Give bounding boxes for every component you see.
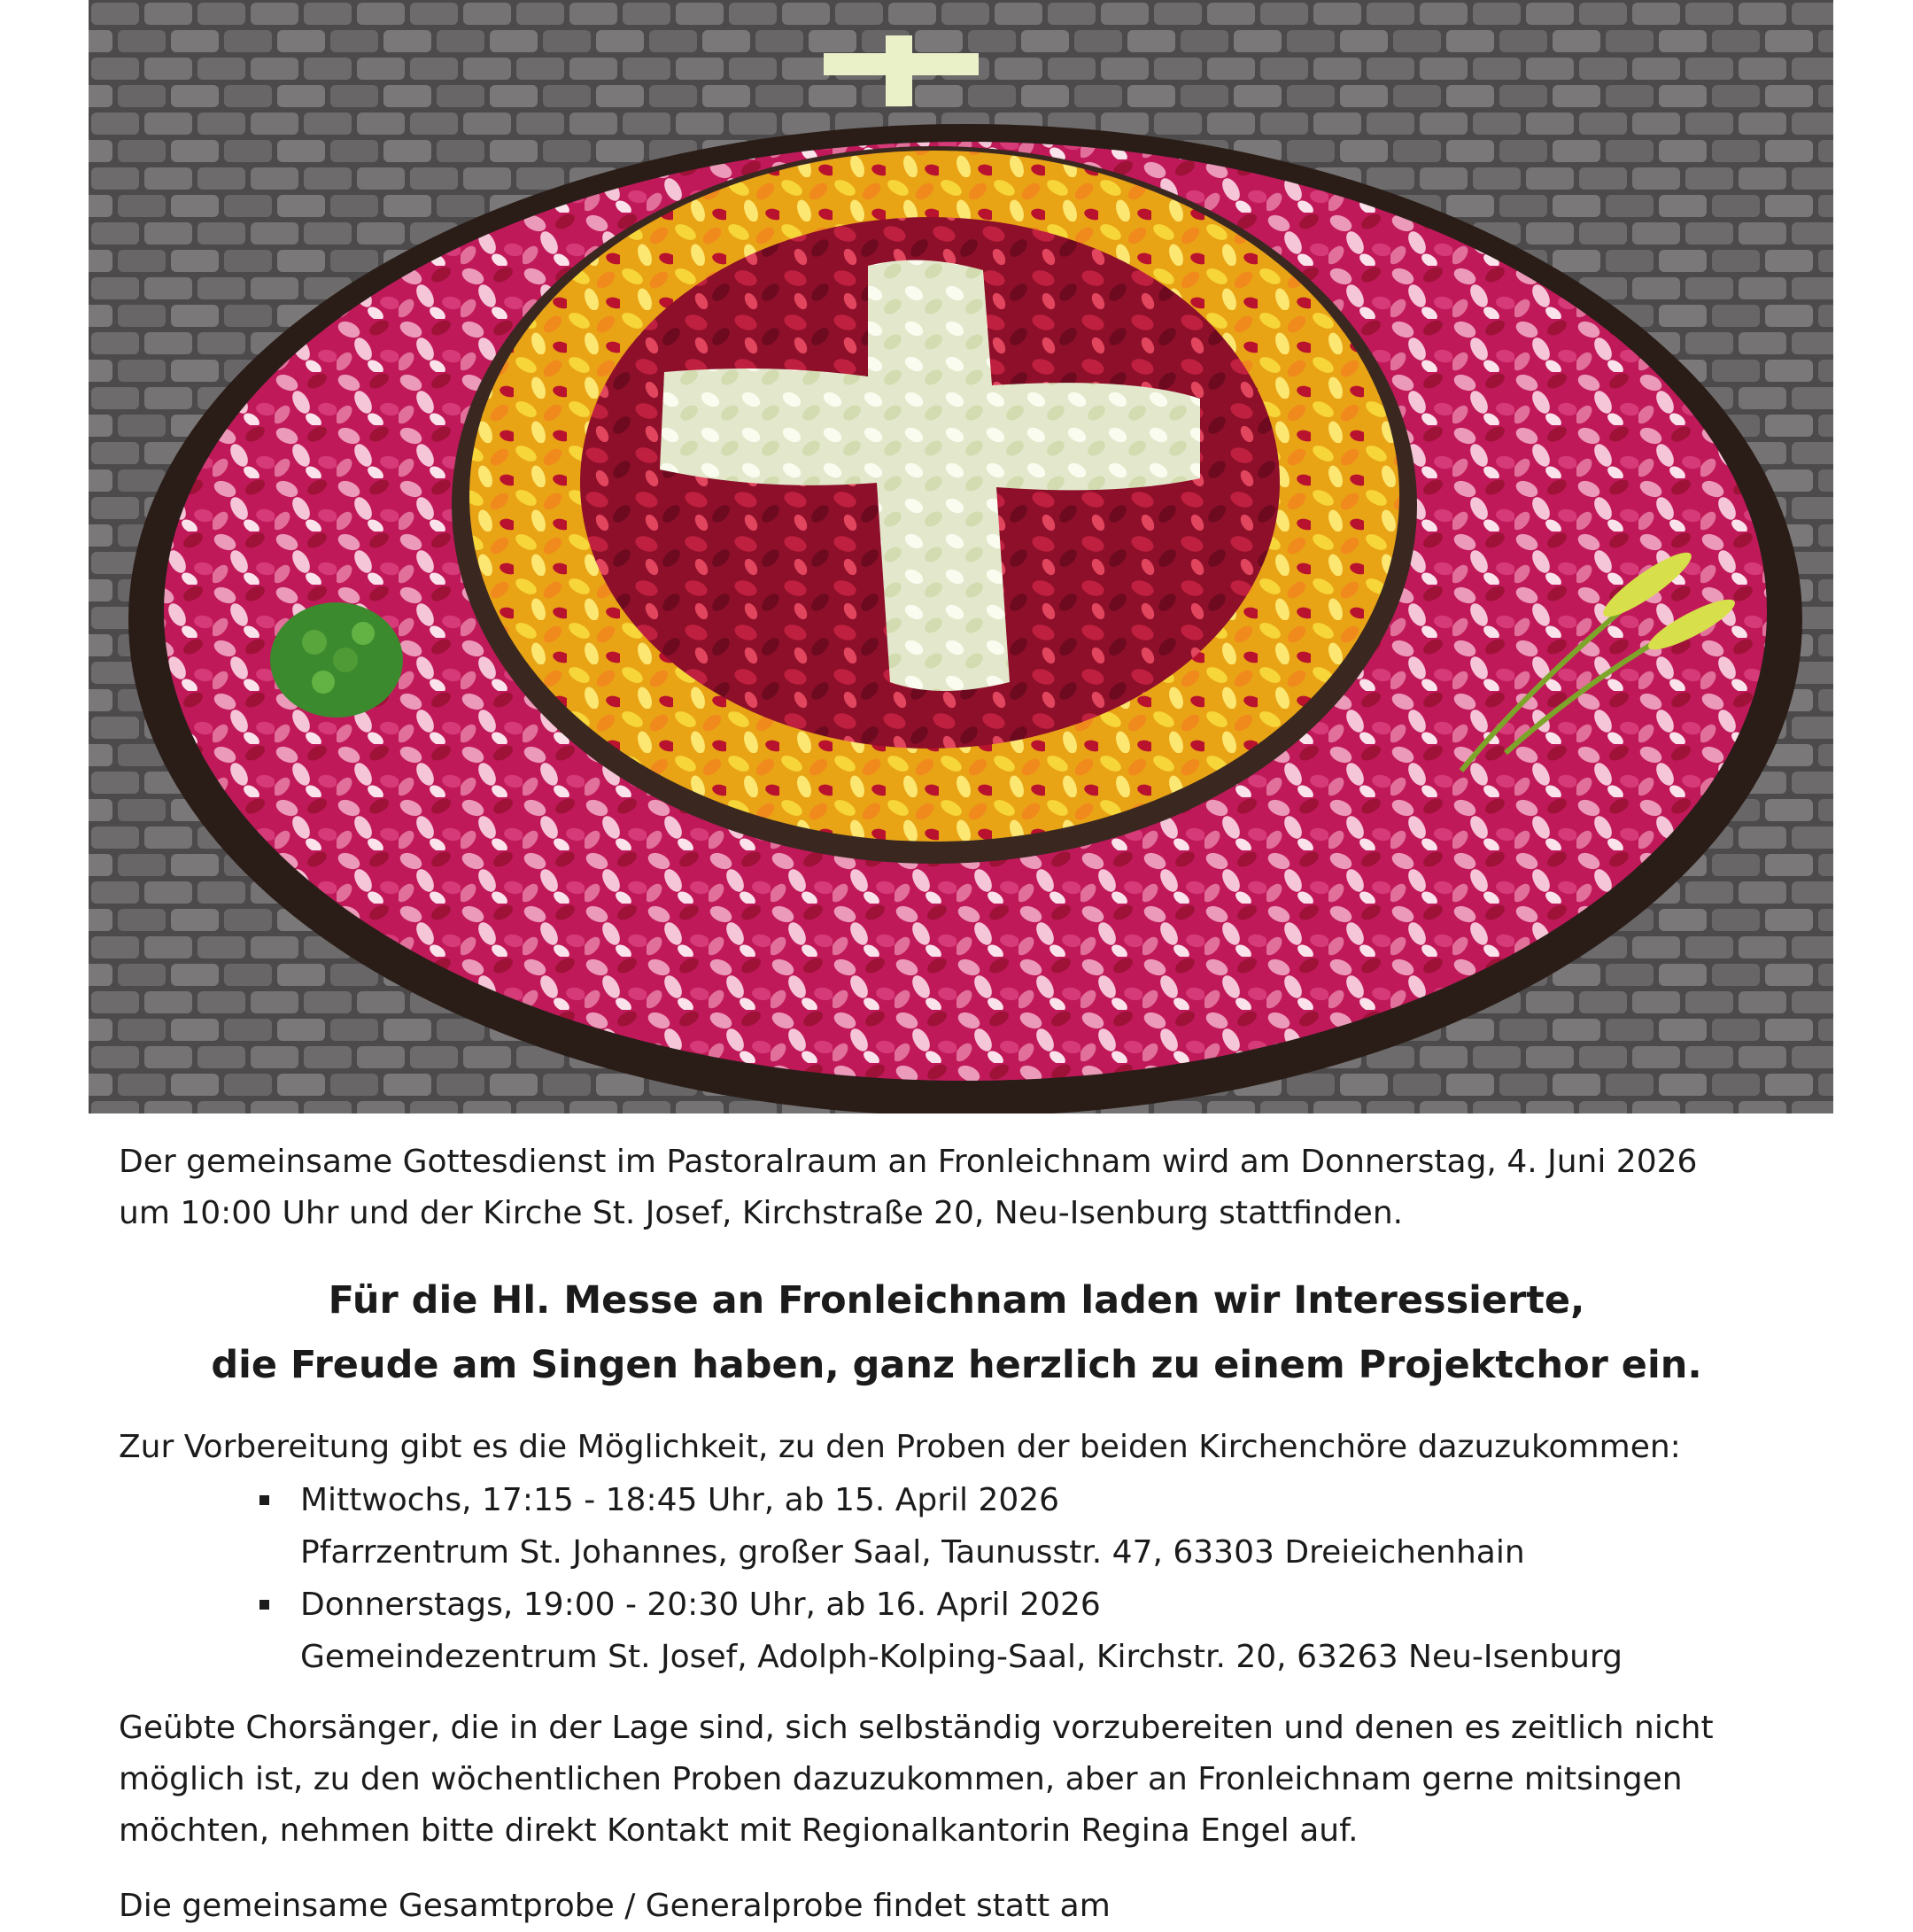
invitation-line: die Freude am Singen haben, ganz herzlich zu einem Projektchor ein. [211,1343,1702,1387]
invitation-line: Für die Hl. Messe an Fronleichnam laden wir Interessierte, [328,1278,1585,1323]
experienced-line: möglich ist, zu den wöchentlichen Proben dazuzukommen, aber an Fronleichnam gerne mitsingen [119,1761,1683,1797]
rehearsal-time: Mittwochs, 17:15 - 18:45 Uhr, ab 15. April 2026 [300,1482,1060,1518]
experienced-line: möchten, nehmen bitte direkt Kontakt mit Regionalkantorin Regina Engel auf. [119,1812,1359,1849]
rehearsal-time: Donnerstags, 19:00 - 20:30 Uhr, ab 16. April 2026 [300,1587,1101,1623]
square-bullet-icon [259,1600,269,1610]
preparation-lead-text: Zur Vorbereitung gibt es die Möglichkeit, zu den Proben der beiden Kirchenchöre dazuzukommen: [119,1429,1681,1465]
rehearsal-list [119,1474,1801,1683]
general-rehearsal-paragraph [119,1881,1801,1932]
general-rehearsal-line: Die gemeinsame Gesamtprobe / Generalprobe findet statt am [119,1888,1111,1924]
experienced-singers-paragraph [119,1703,1801,1857]
intro-paragraph [119,1137,1801,1239]
preparation-lead [119,1422,1801,1473]
rehearsal-location: Pfarrzentrum St. Johannes, großer Saal, Taunusstr. 47, 63303 Dreieichenhain [300,1534,1525,1571]
intro-line: Der gemeinsame Gottesdienst im Pastoralraum an Fronleichnam wird am Donnerstag, 4. Juni 2026 [119,1144,1698,1180]
flower-carpet-photo [89,0,1833,1113]
list-item [119,1474,1801,1579]
invitation-heading [71,1269,1842,1398]
experienced-line: Geübte Chorsänger, die in der Lage sind, sich selbständig vorzubereiten und denen es zeitlich nicht [119,1710,1714,1746]
square-bullet-icon [259,1495,269,1505]
intro-line: um 10:00 Uhr und der Kirche St. Josef, Kirchstraße 20, Neu-Isenburg stattfinden. [119,1195,1404,1231]
list-item [119,1579,1801,1683]
rehearsal-location: Gemeindezentrum St. Josef, Adolph-Kolping-Saal, Kirchstr. 20, 63263 Neu-Isenburg [300,1639,1623,1675]
